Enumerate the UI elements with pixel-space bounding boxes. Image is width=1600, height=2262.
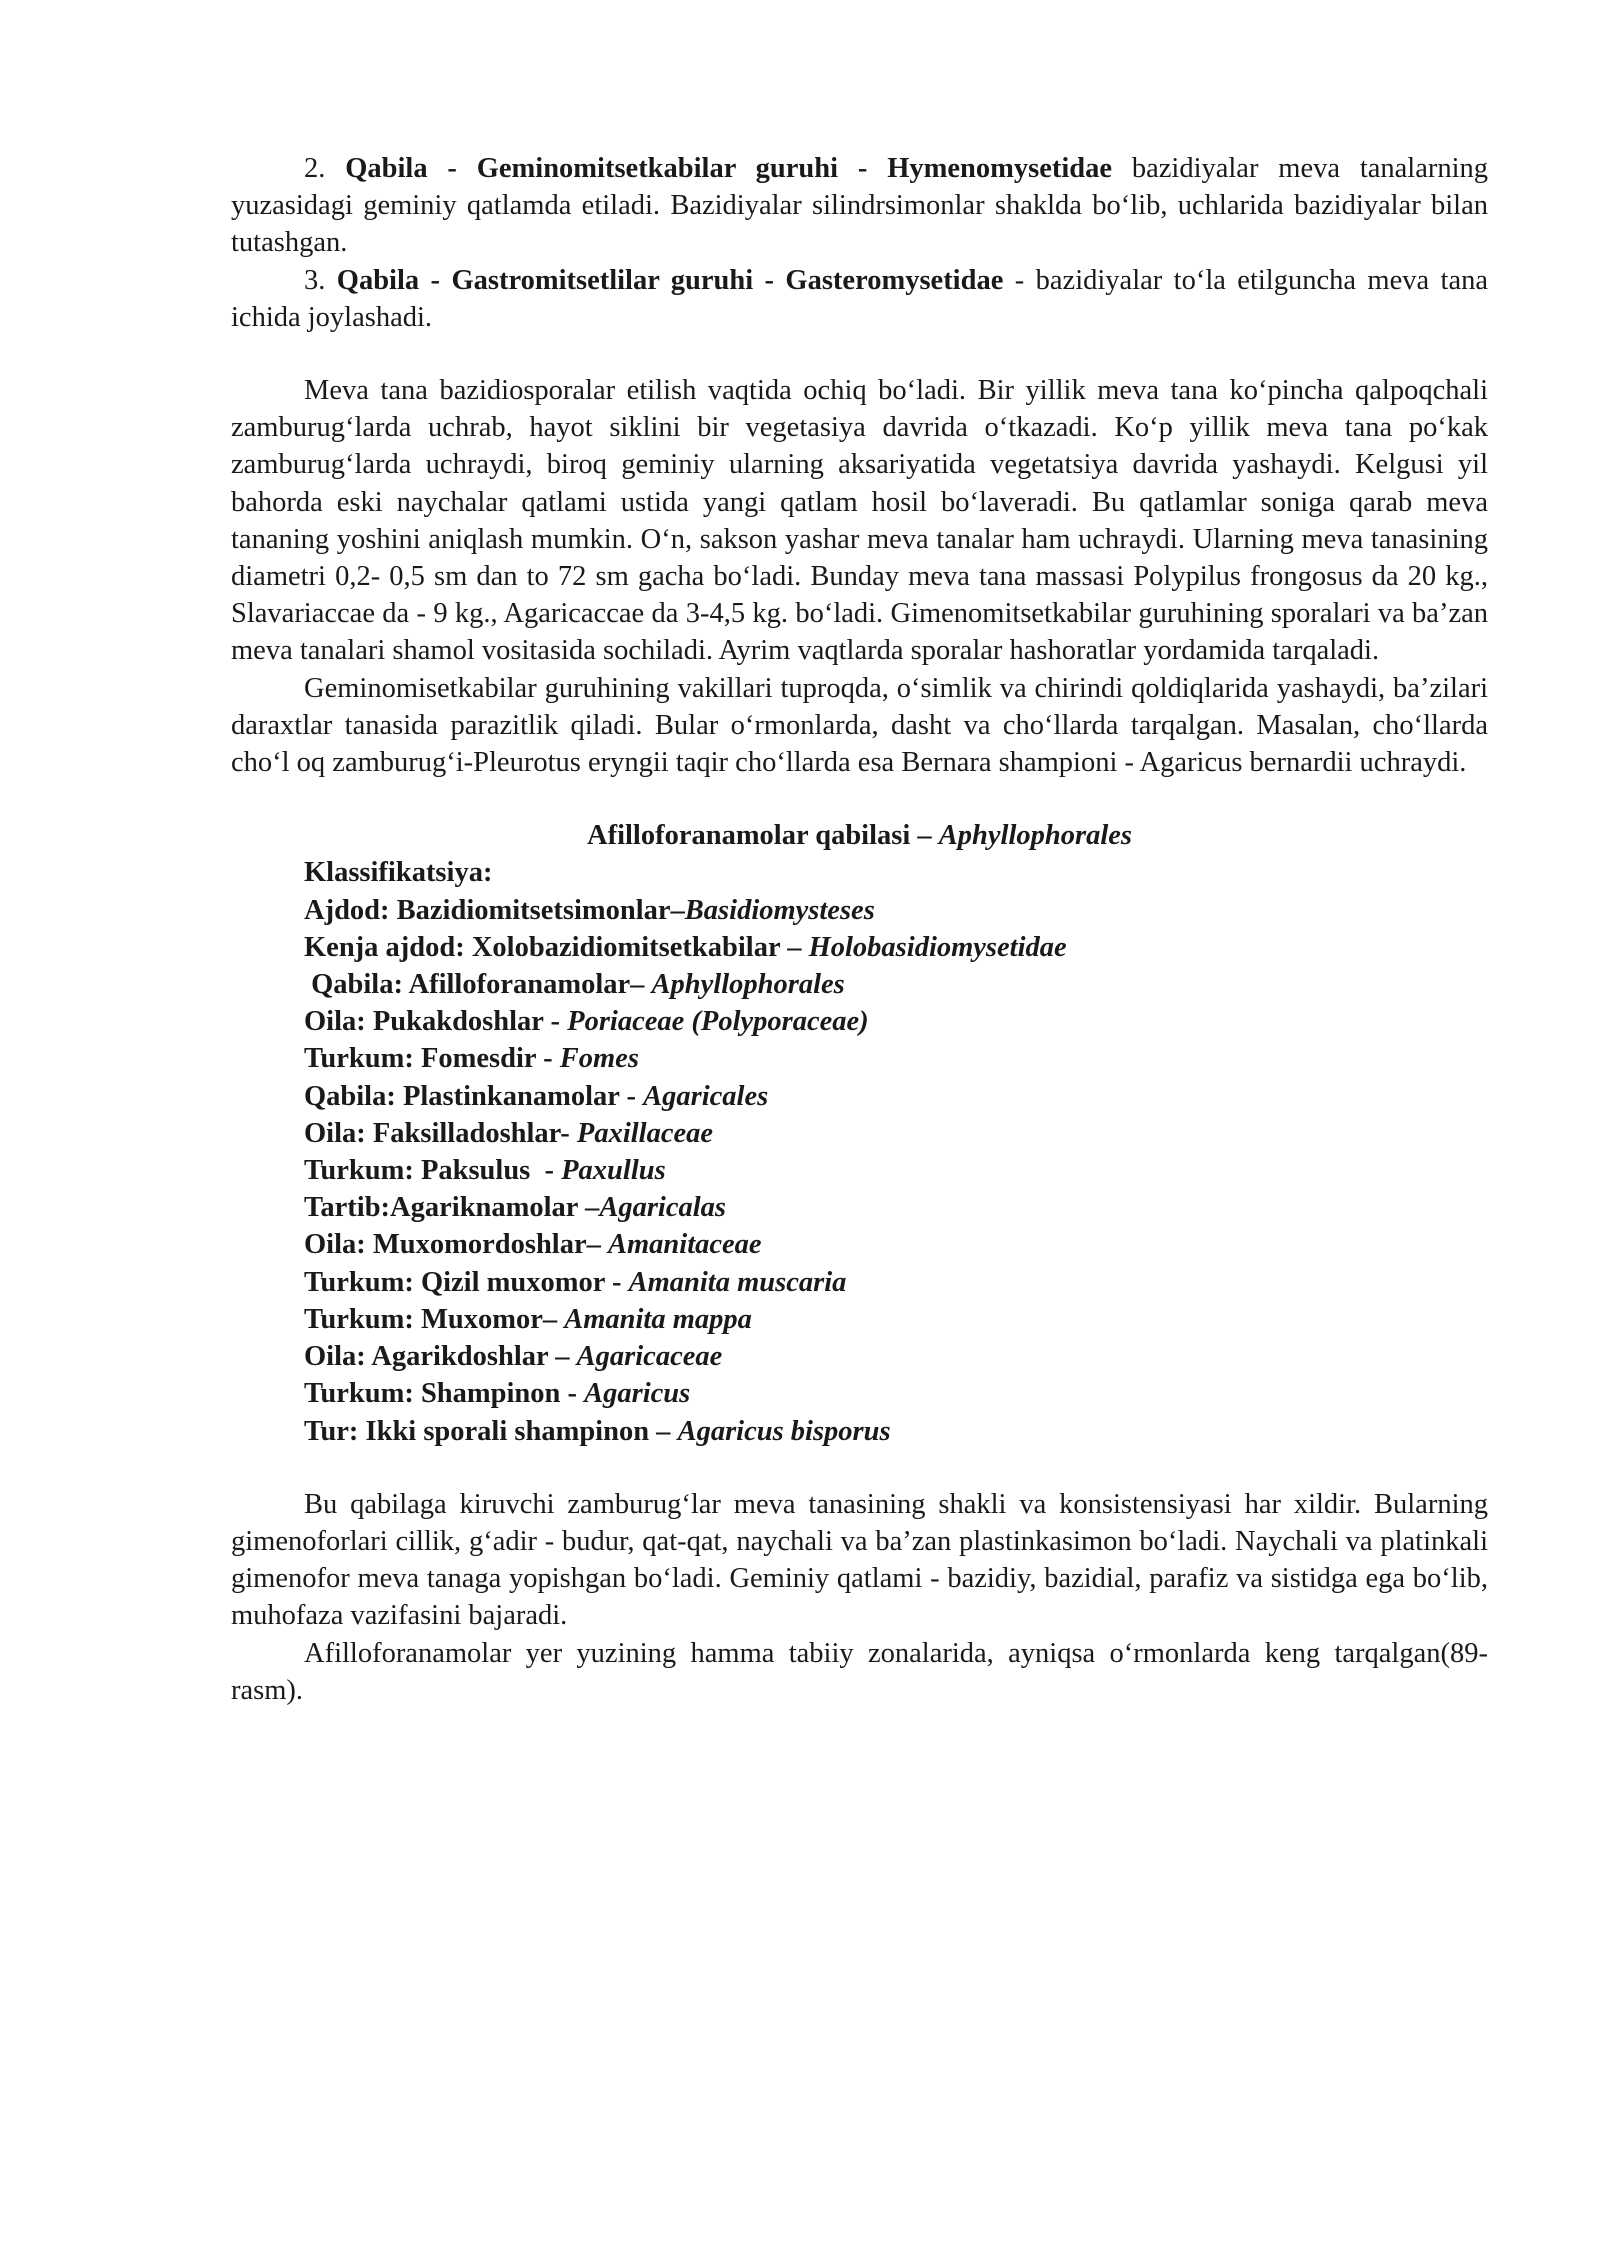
classification-line: Kenja ajdod: Xolobazidiomitsetkabilar – Holobasidiomysetidae — [304, 931, 1067, 963]
classification-line: Turkum: Muxomor– Amanita mappa — [304, 1303, 752, 1335]
classification-line: Oila: Pukakdoshlar - Poriaceae (Polyporaceae) — [304, 1006, 869, 1038]
paragraph-afilloforanamolar: Afilloforanamolar yer yuzining hamma tabiiy zonalarida, ayniqsa o‘rmonlarda keng tarqalgan(89-rasm). — [231, 1637, 1488, 1706]
classification-line: Turkum: Fomesdir - Fomes — [304, 1043, 639, 1075]
paragraph-qabila-3 — [231, 262, 1488, 336]
heading-italic: Aphyllophorales — [938, 820, 1132, 852]
paragraph-geminomisetkabilar: Geminomisetkabilar guruhining vakillari tuproqda, o‘simlik va chirindi qoldiqlarida yashaydi, ba’zilari daraxtlar tanasida parazitlik qiladi. Bular o‘rmonlarda, dasht va cho‘llarda tarqalgan. Masalan, cho‘llarda cho‘l oq zamburug‘i-Pleurotus eryngii taqir cho‘llarda esa Bernara shampioni - Agaricus bernardii uchraydi. — [231, 672, 1488, 779]
classification-line: Turkum: Shampinon - Agaricus — [304, 1378, 691, 1410]
classification-line: Oila: Muxomordoshlar– Amanitaceae — [304, 1229, 762, 1261]
classification-list — [231, 854, 1488, 1449]
classification-line: Klassifikatsiya: — [304, 857, 493, 889]
heading-bold: Afilloforanamolar qabilasi – — [587, 820, 939, 852]
paragraph-meva-tana: Meva tana bazidiosporalar etilish vaqtida ochiq bo‘ladi. Bir yillik meva tana ko‘pincha qalpoqchali zamburug‘larda uchrab, hayot siklini bir vegetasiya davrida o‘tkazadi. Ko‘p yillik meva tana po‘kak zamburug‘larda uchraydi, biroq geminiy ularning aksariyatida vegetatsiya davrida yashaydi. Kelgusi yil bahorda eski naychalar qatlami ustida yangi qatlam hosil bo‘laveradi. Bu qatlamlar soniga qarab meva tananing yoshini aniqlash mumkin. O‘n, sakson yashar meva tanalar ham uchraydi. Ularning meva tanasining diametri 0,2- 0,5 sm dan to 72 sm gacha bo‘ladi. Bunday meva tana massasi Polypilus frongosus da 20 kg., Slavariaccae da - 9 kg., Agaricaccae da 3-4,5 kg. bo‘ladi. Gimenomitsetkabilar guruhining sporalari va ba’zan meva tanalari shamol vositasida sochiladi. Ayrim vaqtlarda sporalar hashoratlar yordamida tarqaladi. — [231, 375, 1488, 667]
classification-line: Oila: Agarikdoshlar – Agaricaceae — [304, 1341, 723, 1373]
classification-line: Ajdod: Bazidiomitsetsimonlar–Basidiomysteses — [304, 894, 875, 926]
paragraph-text: - bazidiyalar to‘la etilguncha meva tana ichida joylashadi. — [231, 264, 1488, 333]
section-heading — [231, 817, 1488, 854]
classification-line: Oila: Faksilladoshlar- Paxillaceae — [304, 1117, 714, 1149]
classification-line: Qabila: Afilloforanamolar– Aphyllophorales — [304, 969, 845, 1001]
classification-line: Turkum: Qizil muxomor - Amanita muscaria — [304, 1266, 847, 1298]
list-number: 2. — [304, 153, 346, 184]
classification-line: Tartib:Agariknamolar –Agaricalas — [304, 1192, 726, 1224]
bold-term: Qabila - Gastromitsetlilar guruhi - Gasteromysetidae — [336, 264, 1004, 296]
document-page — [231, 150, 1488, 1709]
classification-line: Tur: Ikki sporali shampinon – Agaricus bisporus — [304, 1415, 891, 1447]
bold-term: Qabila - Geminomitsetkabilar guruhi - Hymenomysetidae — [345, 153, 1113, 184]
list-number: 3. — [304, 264, 337, 296]
classification-line: Qabila: Plastinkanamolar - Agaricales — [304, 1080, 769, 1112]
paragraph-qabilaga-kiruvchi: Bu qabilaga kiruvchi zamburug‘lar meva tanasining shakli va konsistensiyasi har xildir. Bularning gimenoforlari cillik, g‘adir - budur, qat-qat, naychali va ba’zan plastinkasimon bo‘ladi. Naychali va platinkali gimenofor meva tanaga yopishgan bo‘ladi. Geminiy qatlami - bazidiy, bazidial, parafiz va sistidga ega bo‘lib, muhofaza vazifasini bajaradi. — [231, 1488, 1488, 1632]
paragraph-qabila-2 — [231, 150, 1488, 262]
classification-line: Turkum: Paksulus - Paxullus — [304, 1155, 666, 1187]
paragraph-text: bazidiyalar meva tanalarning yuzasidagi geminiy qatlamda etiladi. Bazidiyalar silindrsimonlar shaklda bo‘lib, uchlarida bazidiyalar bilan tutashgan. — [231, 153, 1489, 259]
